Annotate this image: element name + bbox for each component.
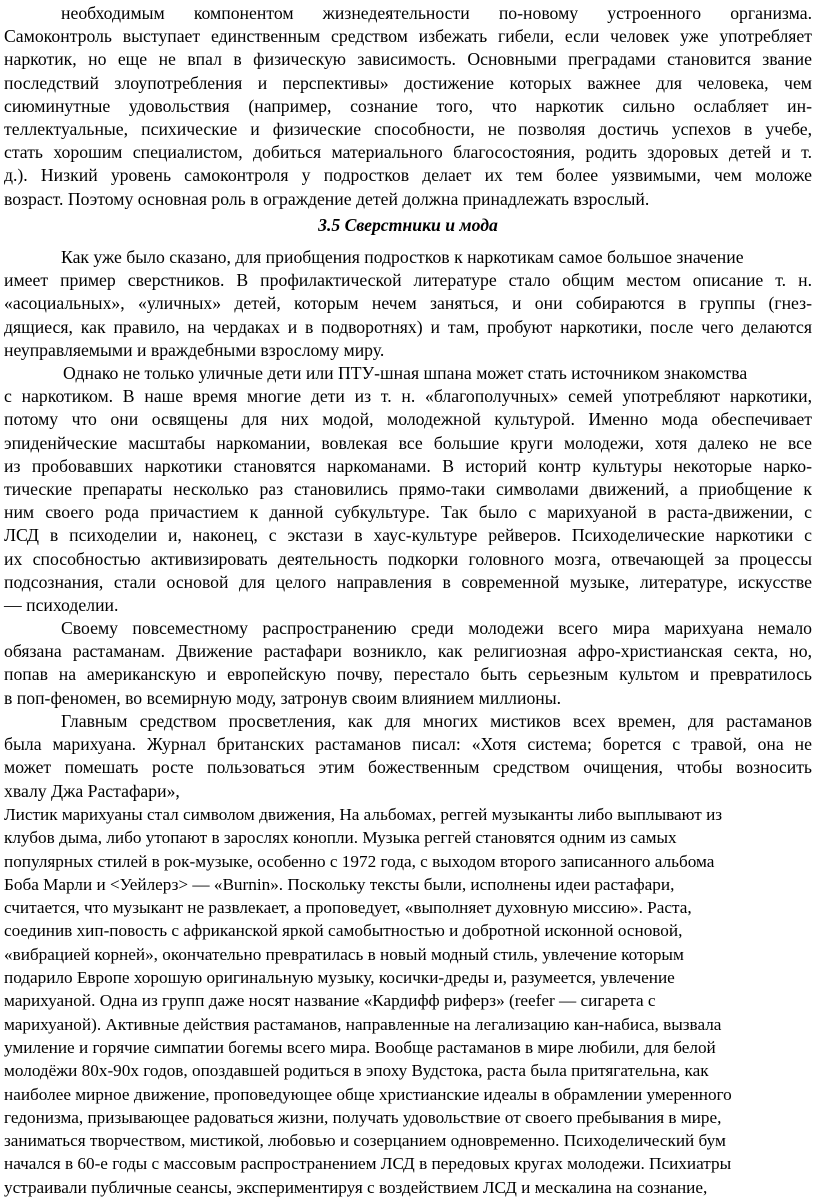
text-line: подсознания, стали основой для целого направления в современной музыке, литературе, искусстве — [4, 571, 812, 592]
paragraph-enlightenment — [4, 710, 812, 803]
text-line: — психоделии. — [4, 595, 119, 616]
text-line: начался в 60-е годы с массовым распространением ЛСД в передовых кругах молодежи. Психиатры — [4, 1154, 732, 1174]
text-line: считается, что музыкант не развлекает, а проповедует, «выполняет духовную миссию». Раста, — [4, 898, 692, 918]
paragraph-rastafari — [4, 617, 812, 710]
text-line: клубов дыма, либо утопают в зарослях конопли. Музыка реггей становятся одним из самых — [4, 828, 677, 848]
text-line: последствий злоупотребления и перспективы» достижение которых важнее для человека, чем — [4, 72, 812, 93]
text-line: Как уже было сказано, для приобщения подростков к наркотикам самое большое значение — [61, 247, 744, 267]
text-line: умиление и горячие симпатии богемы всего мира. Вообще растаманов в мире любили, для белой — [4, 1037, 716, 1057]
text-line: Однако не только уличные дети или ПТУ-шная шпана может стать источником знакомства — [63, 363, 748, 383]
text-line: наиболее мирное движение, проповедующее обще христианские идеалы в обрамлении умеренного — [4, 1084, 732, 1104]
text-line: обязана растаманам. Движение растафари возникло, как религиозная афро-христианская секта, но, — [4, 641, 812, 662]
text-line: наркотик, но еще не впал в физическую зависимость. Основными преградами становится звание — [4, 49, 812, 70]
text-line: была марихуана. Журнал британских растаманов писал: «Хотя система; борется с травой, она не — [4, 734, 812, 755]
text-line: подарило Европе хорошую оригинальную музыку, косички-дреды и, разумеется, увлечение — [4, 968, 675, 988]
text-line: в поп-феномен, во всемирную моду, затронув своим влиянием миллионы. — [4, 687, 562, 708]
paragraph-fashion — [4, 362, 812, 617]
text-line: стать хорошим специалистом, добиться материального благосостояния, родить здоровых детей и т. — [4, 142, 812, 163]
text-line: устраивали публичные сеансы, экспериментируя с воздействием ЛСД и мескалина на сознание, — [4, 1177, 708, 1197]
text-line: неуправляемыми и враждебными взрослому миру. — [4, 339, 385, 360]
text-line: дящиеся, как правило, на чердаках и в подворотнях) и там, пробуют наркотики, после чего делаются — [4, 316, 812, 337]
text-line: д.). Низкий уровень самоконтроля у подростков делает их тем более уязвимыми, чем моложе — [4, 165, 812, 186]
text-line: Самоконтроль выступает единственным средством избежать гибели, если человек уже употребляет — [4, 26, 812, 47]
text-line: сиюминутные удовольствия (например, сознание того, что наркотик сильно ослабляет ин- — [4, 95, 812, 116]
text-line: тические препараты несколько раз становились прямо-таки символами движений, а приобщение к — [4, 479, 812, 500]
text-line: теллектуальные, психические и физические способности, не позволяя достичь успехов в учебе, — [4, 119, 812, 140]
text-line: популярных стилей в рок-музыке, особенно с 1972 года, с выходом второго записанного альбома — [4, 851, 715, 871]
text-line: «асоциальных», «уличных» детей, которым нечем заняться, и они собираются в группы (гнез- — [4, 293, 812, 314]
text-line: соединив хип-повость с африканской яркой самобытностью и добротной исконной основой, — [4, 921, 683, 941]
text-line: ним своего рода причастием к данной субкультуре. Так было с марихуаной в раста-движении, с — [4, 502, 812, 523]
text-line: попав на американскую и европейскую почву, перестало быть серьезным культом и превратилось — [4, 664, 812, 685]
text-line: хвалу Джа Растафари», — [4, 780, 180, 801]
intro-paragraph — [4, 2, 812, 211]
text-line: Боба Марли и <Уейлерз> — «Burnin». Поскольку тексты были, исполнены идеи растафари, — [4, 874, 675, 894]
text-line: Листик марихуаны стал символом движения, На альбомах, реггей музыканты либо выплывают из — [4, 805, 723, 824]
text-line: Своему повсеместному распространению среди молодежи всего мира марихуана немало — [61, 618, 812, 638]
text-line: их способностью активизировать деятельность подкорки головного мозга, отвечающей за процессы — [4, 548, 812, 569]
text-line: имеет пример сверстников. В профилактической литературе стало общим местом описание т. н. — [4, 270, 812, 291]
text-line: «вибрацией корней», окончательно превратилась в новый модный стиль, увлечение которым — [4, 944, 684, 964]
text-line: ЛСД в психоделии и, наконец, с экстази в хаус-культуре рейверов. Психоделические наркотики с — [4, 525, 812, 546]
paragraph-reggae — [4, 803, 794, 1199]
text-line: может помешать росте пользоваться этим божественным средством очищения, чтобы возносить — [4, 757, 812, 778]
text-line: потому что они освящены для них модой, молодежной культурой. Именно мода обеспечивает — [4, 409, 812, 430]
text-line: необходимым компонентом жизнедеятельности по-новому устроенного организма. — [61, 3, 812, 23]
text-line: эпиденйческие масштабы наркомании, вовлекая все большие круги молодежи, хотя далеко не все — [4, 432, 812, 453]
text-line: гедонизма, призывающее радоваться жизни, получать удовольствие от своего пребывания в мире, — [4, 1107, 722, 1127]
section-heading: 3.5 Сверстники и мода — [318, 215, 498, 235]
text-line: заниматься творчеством, мистикой, любовью и созерцанием одновременно. Психоделический бум — [4, 1131, 726, 1151]
text-line: возраст. Поэтому основная роль в ограждение детей должна принадлежать взрослый. — [4, 188, 650, 209]
text-line: с наркотиком. В наше время многие дети из т. н. «благополучных» семей употребляют наркотики, — [4, 386, 812, 407]
text-line: молодёжи 80х-90х годов, опоздавшей родиться в эпоху Вудстока, раста была притягательна, как — [4, 1061, 709, 1081]
paragraph-peers — [4, 246, 812, 362]
text-line: марихуаной. Одна из групп даже носят название «Кардифф риферз» (reefer — сигарета с — [4, 991, 656, 1011]
text-line: Главным средством просветления, как для многих мистиков всех времен, для растаманов — [61, 711, 812, 731]
text-line: из пробовавших наркотики становятся наркоманами. В историй контр культуры некоторые нарко- — [4, 455, 812, 476]
text-line: марихуаной). Активные действия растаманов, направленные на легализацию кан-набиса, вызвала — [4, 1014, 722, 1034]
